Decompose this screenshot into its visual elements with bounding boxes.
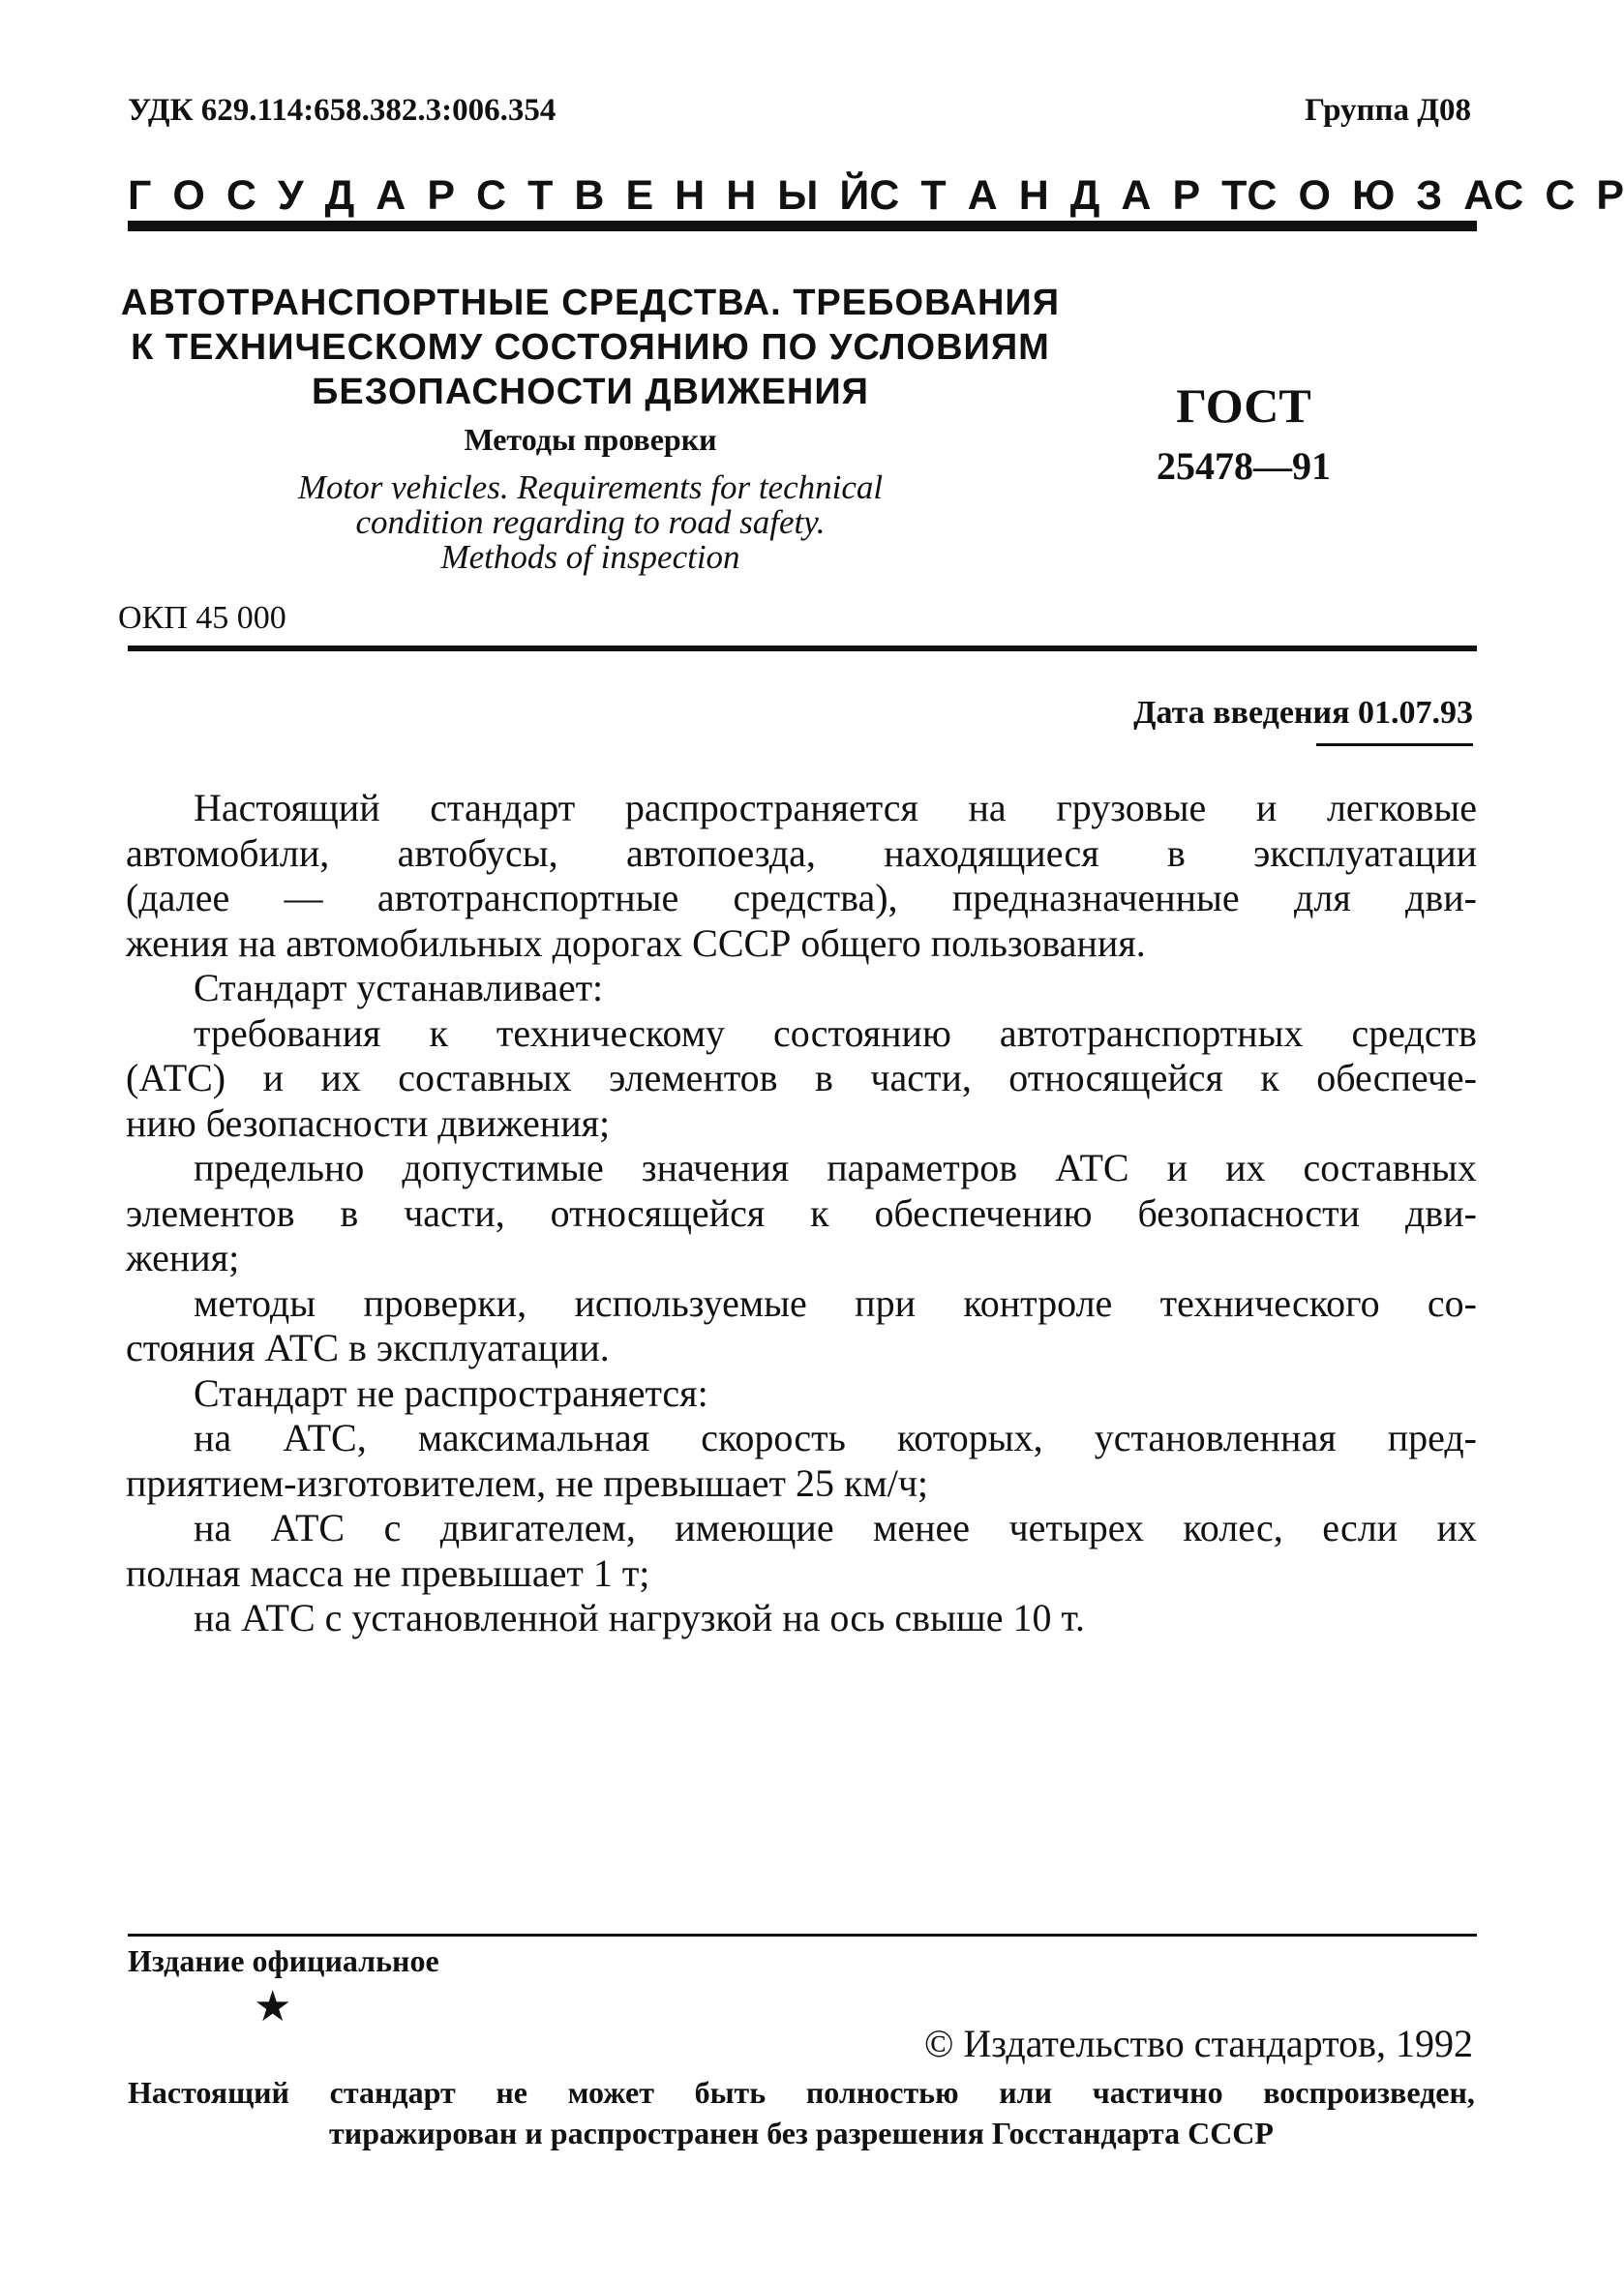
word: безопасности <box>1137 1190 1361 1235</box>
word: и <box>1255 786 1278 829</box>
body-line: приятием-изготовителем, не превышает 25 км/ч; <box>126 1460 929 1505</box>
title-subtitle: Методы проверки <box>464 422 717 457</box>
heading-letter: З <box>1416 172 1443 219</box>
body-line: жения на автомобильных дорогах СССР общего пользования. <box>126 920 1146 965</box>
heading-letter: А <box>1121 172 1152 219</box>
word: для <box>1294 876 1351 919</box>
word: в <box>340 1190 359 1235</box>
word: имеющие <box>675 1506 834 1549</box>
word: значения <box>641 1146 790 1189</box>
word: их <box>320 1056 361 1099</box>
word: (далее <box>126 876 230 919</box>
introduction-date: Дата введения 01.07.93 <box>1133 695 1473 731</box>
word: дви- <box>1405 876 1477 919</box>
word: Настоящий <box>194 786 380 829</box>
star-icon: ★ <box>254 1983 292 2030</box>
word: Настоящий <box>128 2075 289 2110</box>
gost-label: ГОСТ <box>1176 378 1311 433</box>
word: составных <box>1303 1146 1477 1189</box>
word: к <box>1260 1056 1279 1099</box>
heading-letter: С <box>226 172 256 219</box>
heading-letter: У <box>277 172 304 219</box>
word: технического <box>1159 1280 1380 1325</box>
word: АТС <box>1055 1146 1129 1189</box>
word: контроле <box>963 1280 1113 1325</box>
word: допустимые <box>402 1146 604 1189</box>
word: требования <box>194 1010 381 1055</box>
body-line <box>126 876 1477 921</box>
body-line: нию безопасности движения; <box>126 1100 611 1145</box>
official-edition-label: Издание официальное <box>128 1943 439 1978</box>
word: элементов <box>126 1190 295 1235</box>
word: на <box>194 1416 232 1459</box>
heading-letter: Д <box>1069 172 1100 219</box>
group-code: Группа Д08 <box>1305 93 1471 128</box>
body-line <box>126 786 1477 831</box>
body-line <box>126 831 1477 877</box>
body-line <box>126 1146 1477 1191</box>
heading-letter: Н <box>726 172 757 219</box>
word: максимальная <box>417 1416 650 1459</box>
word: частично <box>1092 2075 1223 2110</box>
word: в <box>815 1056 833 1099</box>
heading-letter: В <box>574 172 605 219</box>
body-line <box>126 1281 1477 1327</box>
heading-letter: С <box>1493 172 1524 219</box>
word: относящейся <box>550 1190 766 1235</box>
word: при <box>855 1280 916 1325</box>
word: в <box>1166 830 1186 875</box>
word: АТС, <box>283 1416 367 1459</box>
word: автомобили, <box>126 830 330 875</box>
body-line: полная масса не превышает 1 т; <box>126 1550 650 1595</box>
state-standard-word <box>1493 172 1624 220</box>
reproduction-notice-line <box>128 2075 1475 2111</box>
word: техническому <box>496 1010 725 1055</box>
word: используемые <box>574 1280 807 1325</box>
body-line: стояния АТС в эксплуатации. <box>126 1326 610 1369</box>
state-standard-word <box>869 172 1247 220</box>
word: части, <box>404 1190 505 1235</box>
heading-letter: С <box>476 172 507 219</box>
word: и <box>1166 1146 1188 1189</box>
word: к <box>429 1010 448 1055</box>
word: стандарт <box>329 2075 456 2110</box>
word: если <box>1322 1506 1398 1549</box>
english-title-line: condition regarding to road safety. <box>355 503 826 541</box>
word: к <box>810 1190 829 1235</box>
word: — <box>284 876 323 919</box>
word: установленная <box>1094 1416 1337 1459</box>
word: состоянию <box>773 1010 951 1055</box>
body-line: на АТС с установленной нагрузкой на ось свыше 10 т. <box>194 1596 1085 1639</box>
body-line <box>126 1011 1477 1057</box>
word: на <box>194 1506 232 1549</box>
heading-letter: А <box>967 172 998 219</box>
heading-letter: С <box>1545 172 1576 219</box>
word: их <box>1436 1506 1477 1549</box>
word: проверки, <box>363 1280 527 1325</box>
word: полностью <box>805 2075 959 2110</box>
date-underline <box>1316 743 1473 746</box>
copyright-line <box>924 2021 1473 2066</box>
heading-letter: Р <box>1596 172 1624 219</box>
body-line: Стандарт устанавливает: <box>194 966 604 1009</box>
heading-letter: Е <box>625 172 654 219</box>
heading-letter: О <box>1298 172 1331 219</box>
heading-letter: Д <box>324 172 355 219</box>
heading-letter: С <box>1247 172 1278 219</box>
english-title-line: Motor vehicles. Requirements for technical <box>297 468 884 506</box>
word: методы <box>194 1280 316 1325</box>
heading-letter: Т <box>1221 172 1248 219</box>
header-rule <box>128 221 1477 231</box>
heading-letter: Т <box>920 172 947 219</box>
body-line <box>126 1191 1477 1237</box>
word: находящиеся <box>884 830 1099 875</box>
word: которых, <box>896 1416 1043 1459</box>
heading-letter: Т <box>527 172 554 219</box>
heading-letter: Р <box>1172 172 1201 219</box>
word: обеспече- <box>1316 1056 1477 1099</box>
heading-letter: С <box>869 172 900 219</box>
word: на <box>968 786 1007 829</box>
gost-number: 25478—91 <box>1157 444 1331 488</box>
word: пред- <box>1387 1416 1477 1459</box>
word: предельно <box>194 1146 365 1189</box>
word: предназначенные <box>951 876 1240 919</box>
copyright-text: Издательство стандартов, 1992 <box>963 2022 1473 2065</box>
english-title-line: Methods of inspection <box>440 538 740 576</box>
reproduction-notice-line: тиражирован и распространен без разрешения Госстандарта СССР <box>329 2116 1274 2150</box>
body-line <box>126 1056 1477 1101</box>
udk-code: УДК 629.114:658.382.3:006.354 <box>128 93 556 128</box>
word: со- <box>1427 1280 1477 1325</box>
body-line: Стандарт не распространяется: <box>194 1370 708 1415</box>
heading-letter: Н <box>1018 172 1049 219</box>
body-line <box>126 1416 1477 1461</box>
title-line: БЕЗОПАСНОСТИ ДВИЖЕНИЯ <box>312 372 869 412</box>
title-line: К ТЕХНИЧЕСКОМУ СОСТОЯНИЮ ПО УСЛОВИЯМ <box>131 327 1050 368</box>
heading-letter: Р <box>427 172 456 219</box>
body-line <box>126 1506 1477 1551</box>
word: четырех <box>1008 1506 1144 1549</box>
word: их <box>1225 1146 1266 1189</box>
word: может <box>567 2075 654 2110</box>
word: менее <box>873 1506 971 1549</box>
word: двигателем, <box>439 1506 636 1549</box>
word: относящейся <box>1008 1056 1223 1099</box>
word: составных <box>398 1056 572 1099</box>
word: средств <box>1351 1010 1477 1055</box>
state-standard-heading <box>128 172 1624 220</box>
word: дви- <box>1404 1190 1477 1235</box>
heading-letter: Ы <box>777 172 819 219</box>
word: АТС <box>270 1506 346 1549</box>
okp-code: ОКП 45 000 <box>118 600 286 636</box>
word: средства), <box>733 876 898 919</box>
word: автобусы, <box>397 830 558 875</box>
heading-letter: О <box>172 172 205 219</box>
word: легковые <box>1326 786 1477 829</box>
heading-letter: Г <box>128 172 152 219</box>
word: эксплуатации <box>1253 830 1477 875</box>
word: распространяется <box>624 786 918 829</box>
heading-letter: Н <box>675 172 706 219</box>
word: параметров <box>827 1146 1018 1189</box>
word: скорость <box>701 1416 846 1459</box>
word: с <box>383 1506 402 1549</box>
heading-letter: Ю <box>1351 172 1396 219</box>
word: (АТС) <box>126 1056 226 1099</box>
title-rule <box>128 646 1477 651</box>
title-line: АВТОТРАНСПОРТНЫЕ СРЕДСТВА. ТРЕБОВАНИЯ <box>120 283 1061 323</box>
state-standard-word <box>1247 172 1493 220</box>
heading-letter: А <box>1463 172 1494 219</box>
word: быть <box>694 2075 767 2110</box>
word: воспроизведен, <box>1263 2075 1475 2110</box>
word: автотранспортных <box>999 1010 1304 1055</box>
copyright-icon: © <box>923 2022 954 2065</box>
footer-rule <box>128 1934 1477 1937</box>
body-line: жения; <box>126 1236 240 1279</box>
body-text <box>126 786 1477 1641</box>
heading-letter: Й <box>839 172 870 219</box>
word: стандарт <box>430 786 576 829</box>
word: автопоезда, <box>626 830 816 875</box>
heading-letter: А <box>376 172 406 219</box>
word: не <box>496 2075 527 2110</box>
word: части, <box>870 1056 972 1099</box>
word: или <box>999 2075 1053 2110</box>
word: автотранспортные <box>376 876 679 919</box>
state-standard-word <box>128 172 869 220</box>
word: колес, <box>1183 1506 1283 1549</box>
word: и <box>262 1056 284 1099</box>
word: обеспечению <box>874 1190 1093 1235</box>
word: элементов <box>609 1056 778 1099</box>
word: грузовые <box>1056 786 1207 829</box>
